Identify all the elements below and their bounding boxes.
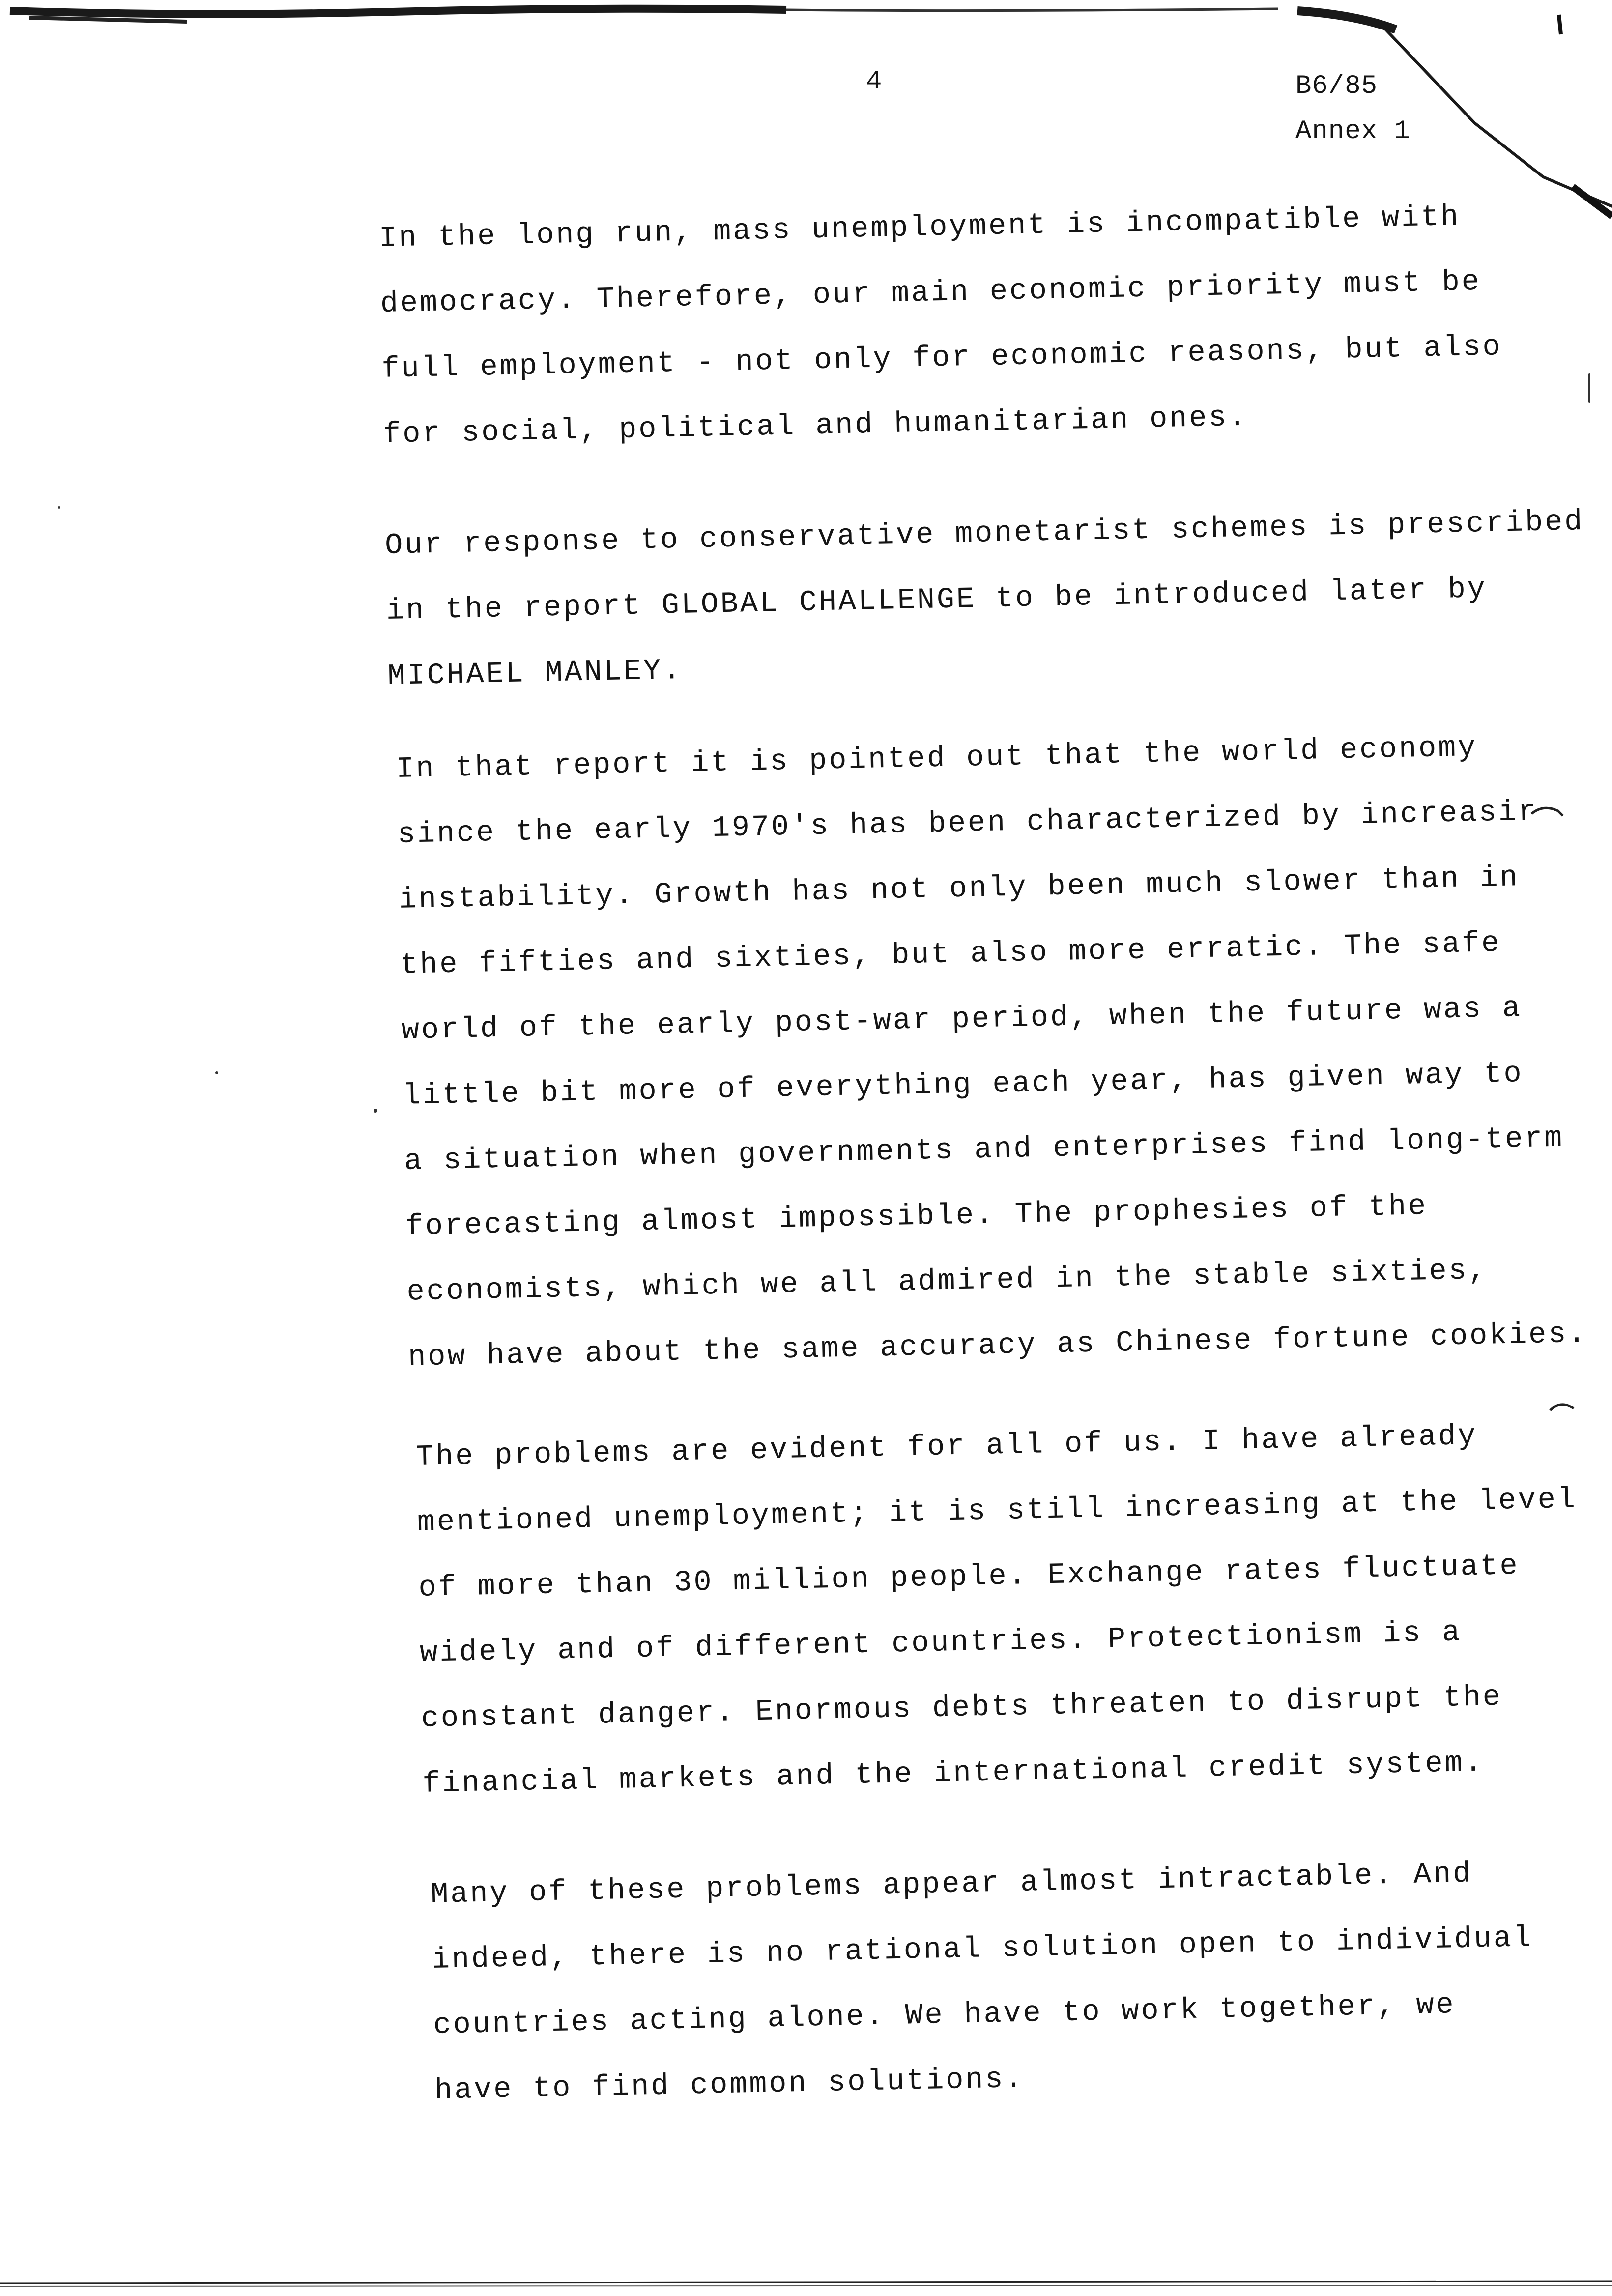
page-number: 4: [866, 67, 882, 97]
text-line: little bit more of everything each year, has given way to: [402, 1057, 1524, 1113]
text-line: now have about the same accuracy as Chinese fortune cookies.: [407, 1317, 1588, 1375]
paragraph-problems: [415, 1402, 1583, 1817]
text-line: constant danger. Enormous debts threaten to disrupt the: [421, 1680, 1503, 1736]
text-line: in the report GLOBAL CHALLENGE to be introduced later by: [386, 573, 1488, 628]
reference-code: B6/85: [1295, 71, 1378, 101]
paragraph-common-solutions: [430, 1840, 1536, 2124]
annex-label: Annex 1: [1295, 116, 1410, 146]
text-line: In the long run, mass unemployment is incompatible with: [378, 200, 1461, 256]
text-line: full employment - not only for economic reasons, but also: [381, 330, 1503, 386]
text-line: countries acting alone. We have to work together, we: [432, 1988, 1456, 2042]
text-line: indeed, there is no rational solution open to individual: [432, 1922, 1533, 1977]
text-line: have to find common solutions.: [434, 2062, 1025, 2108]
text-line: The problems are evident for all of us. I have already: [415, 1419, 1478, 1474]
text-line: economists, which we all admired in the stable sixties,: [406, 1254, 1489, 1309]
paragraph-world-economy: [396, 714, 1588, 1391]
scan-speck: [215, 1071, 218, 1074]
document-reference: [1295, 64, 1410, 154]
text-line: a situation when governments and enterprises find long-term: [403, 1121, 1564, 1178]
text-line: of more than 30 million people. Exchange rates fluctuate: [418, 1549, 1520, 1605]
text-line: financial markets and the international credit system.: [422, 1746, 1485, 1801]
scan-speck: [58, 506, 60, 509]
paragraph-global-challenge: [384, 489, 1587, 710]
text-line: since the early 1970's has been characterized by increasir: [397, 795, 1538, 852]
text-line: mentioned unemployment; it is still increasing at the level: [417, 1483, 1578, 1540]
text-line: democracy. Therefore, our main economic priority must be: [380, 265, 1482, 321]
text-line: instability. Growth has not only been much slower than in: [398, 861, 1520, 917]
text-line: forecasting almost impossible. The prophesies of the: [405, 1190, 1428, 1244]
text-line: the fifties and sixties, but also more erratic. The safe: [400, 926, 1501, 982]
text-line: for social, political and humanitarian ones.: [382, 401, 1248, 452]
paragraph-full-employment: [378, 184, 1504, 468]
text-line: In that report it is pointed out that the world economy: [396, 731, 1478, 786]
scan-edge-bottom: [0, 2275, 1612, 2296]
margin-mark: [1528, 801, 1568, 821]
text-line: Our response to conservative monetarist schemes is prescribed: [384, 505, 1584, 563]
text-line: widely and of different countries. Protectionism is a: [419, 1616, 1462, 1670]
scan-speck: [374, 1109, 377, 1113]
margin-mark: [1548, 1396, 1578, 1415]
text-line: MICHAEL MANLEY.: [387, 654, 683, 693]
text-line: world of the early post-war period, when the future was a: [401, 992, 1523, 1048]
scan-speck: [1588, 373, 1590, 403]
text-line: Many of these problems appear almost intractable. And: [430, 1857, 1473, 1912]
